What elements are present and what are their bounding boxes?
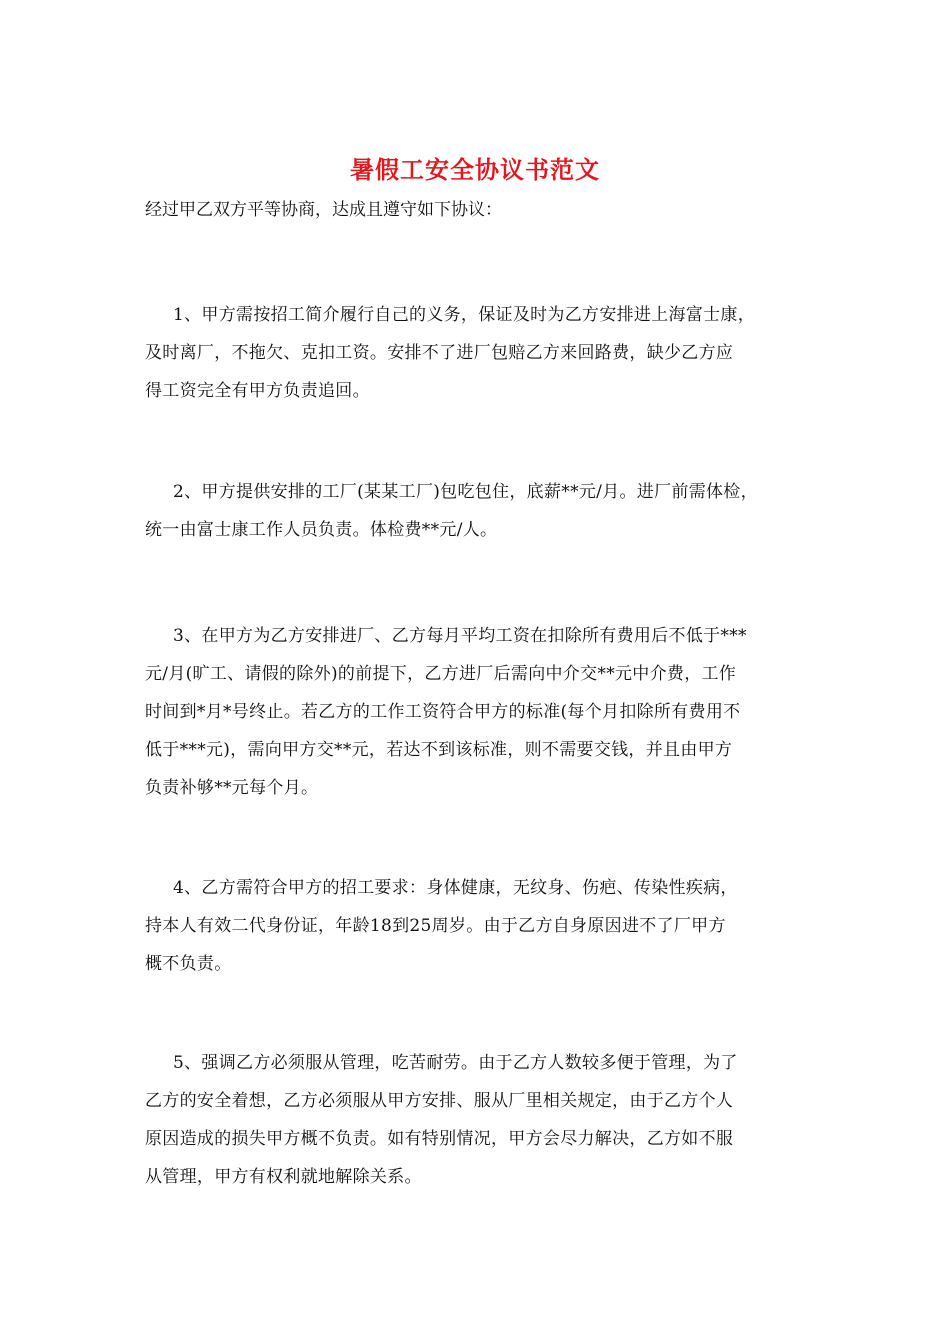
clause-line: 概不负责。	[145, 954, 232, 974]
clause-line: 4、乙方需符合甲方的招工要求：身体健康，无纹身、伤疤、传染性疾病，	[173, 878, 738, 898]
clause-line: 持本人有效二代身份证，年龄18到25周岁。由于乙方自身原因进不了厂甲方	[145, 916, 726, 936]
clause-line: 统一由富士康工作人员负责。体检费**元/人。	[145, 520, 498, 540]
clause-3	[145, 617, 825, 807]
clause-5	[145, 1044, 825, 1196]
clause-line: 低于***元)，需向甲方交**元，若达不到该标准，则不需要交钱，并且由甲方	[145, 740, 733, 760]
clause-line: 负责补够**元每个月。	[145, 778, 319, 798]
clause-line: 得工资完全有甲方负责追回。	[145, 381, 370, 401]
clause-4	[145, 869, 825, 983]
clause-line: 及时离厂，不拖欠、克扣工资。安排不了进厂包赔乙方来回路费，缺少乙方应	[145, 343, 734, 363]
clause-2	[145, 473, 825, 549]
clause-1	[145, 296, 825, 410]
clause-line: 乙方的安全着想，乙方必须服从甲方安排、服从厂里相关规定，由于乙方个人	[145, 1091, 734, 1111]
clause-line: 从管理，甲方有权利就地解除关系。	[145, 1167, 422, 1187]
document-title: 暑假工安全协议书范文	[350, 155, 600, 184]
clause-line: 1、甲方需按招工简介履行自己的义务，保证及时为乙方安排进上海富士康，	[173, 305, 756, 325]
clause-line: 元/月(旷工、请假的除外)的前提下，乙方进厂后需向中介交**元中介费，工作	[145, 664, 737, 684]
clause-line: 原因造成的损失甲方概不负责。如有特别情况，甲方会尽力解决，乙方如不服	[145, 1129, 734, 1149]
intro-text: 经过甲乙双方平等协商，达成且遵守如下协议：	[145, 200, 502, 220]
clause-line: 2、甲方提供安排的工厂(某某工厂)包吃包住，底薪**元/月。进厂前需体检，	[173, 482, 758, 502]
clause-line: 3、在甲方为乙方安排进厂、乙方每月平均工资在扣除所有费用后不低于***	[173, 626, 747, 646]
clause-line: 时间到*月*号终止。若乙方的工作工资符合甲方的标准(每个月扣除所有费用不	[145, 702, 741, 722]
clause-line: 5、强调乙方必须服从管理，吃苦耐劳。由于乙方人数较多便于管理，为了	[173, 1053, 738, 1073]
